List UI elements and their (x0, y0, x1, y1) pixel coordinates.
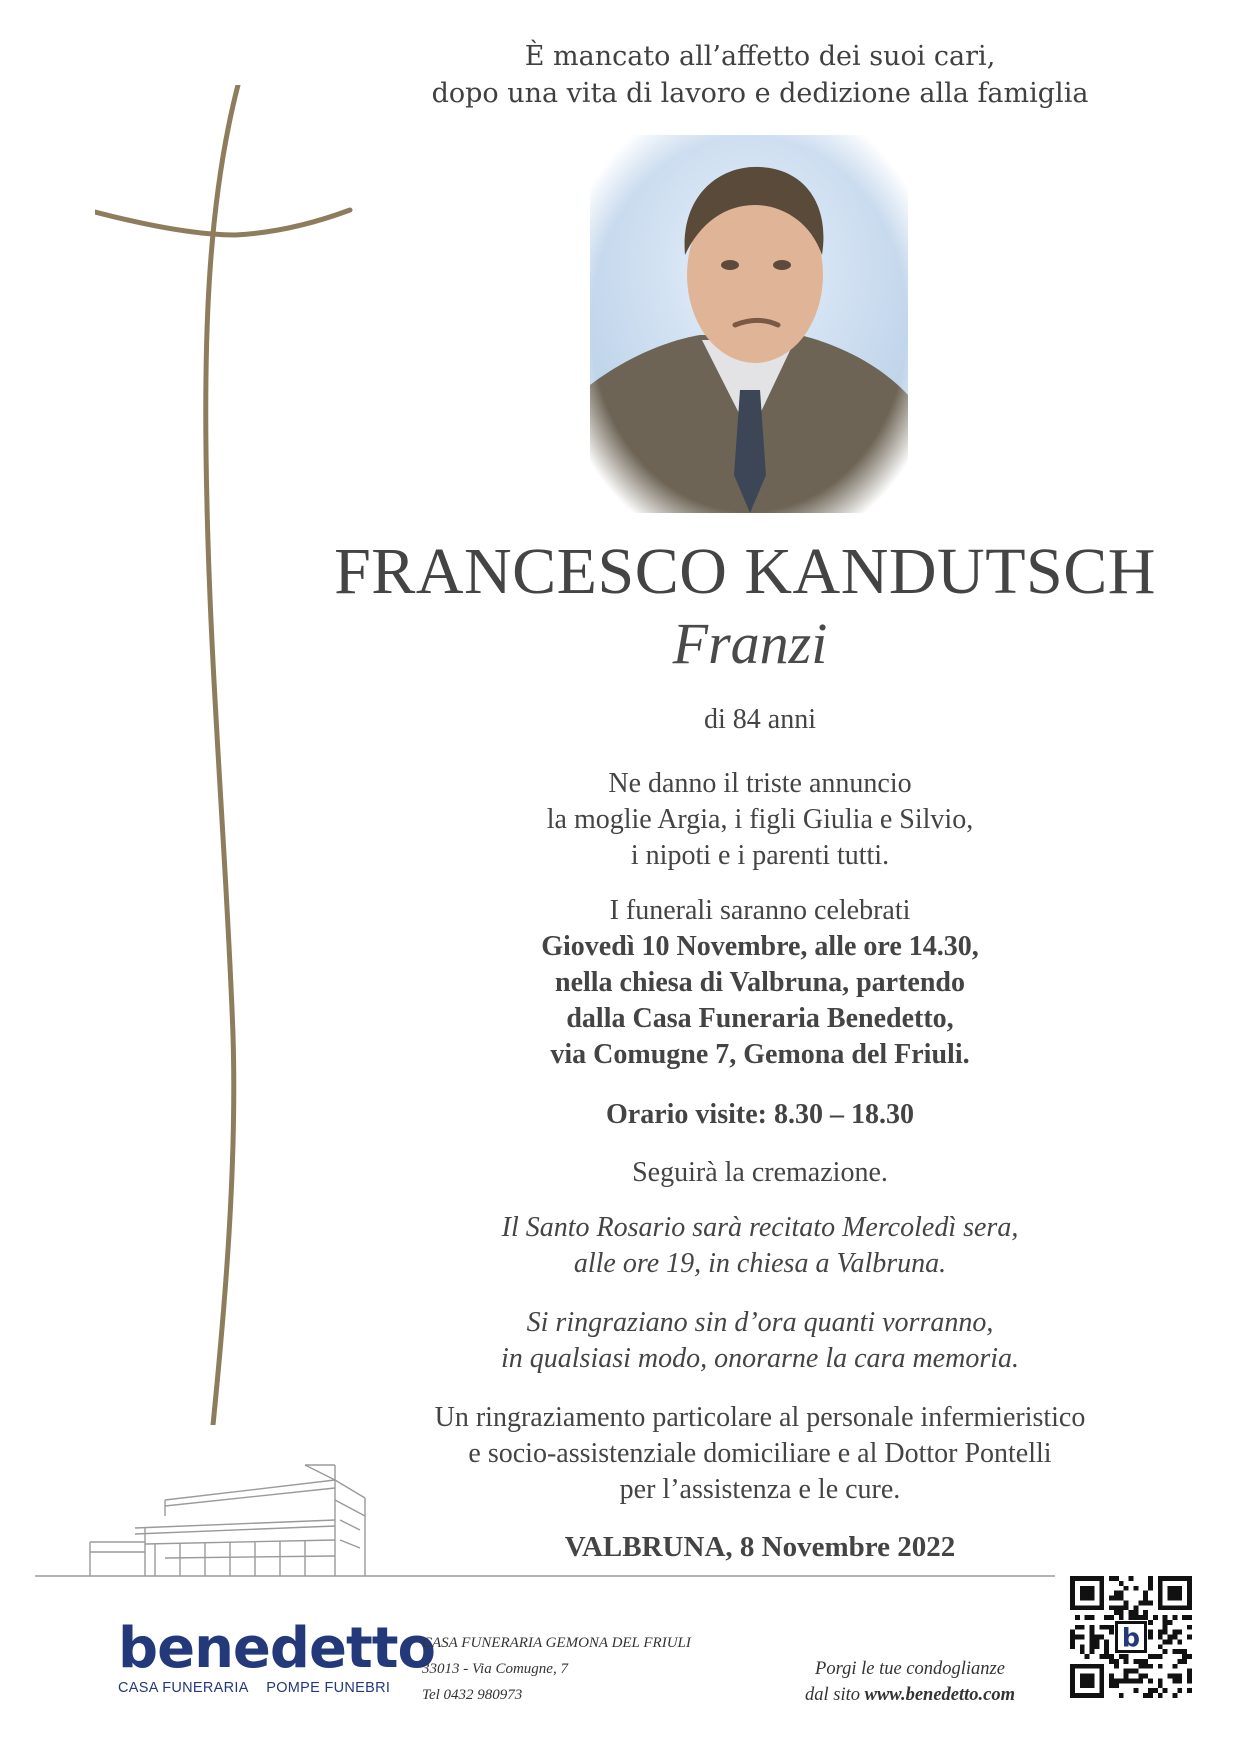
qr-module (1143, 1591, 1148, 1596)
qr-module (1133, 1615, 1138, 1620)
qr-module (1133, 1688, 1138, 1693)
qr-module (1187, 1688, 1192, 1693)
qr-module (1148, 1678, 1153, 1683)
qr-module (1114, 1659, 1119, 1664)
qr-module (1124, 1669, 1129, 1674)
qr-module (1187, 1615, 1192, 1620)
qr-module (1090, 1615, 1095, 1620)
qr-module (1148, 1620, 1153, 1625)
qr-module (1148, 1600, 1153, 1605)
qr-module (1182, 1649, 1187, 1654)
qr-module (1109, 1659, 1114, 1664)
qr-module (1104, 1644, 1109, 1649)
condolences-site-link[interactable]: www.benedetto.com (864, 1685, 1015, 1705)
intro-line: dopo una vita di lavoro e dedizione alla famiglia (431, 78, 1089, 109)
qr-module (1133, 1669, 1138, 1674)
qr-module (1070, 1639, 1075, 1644)
qr-module (1085, 1615, 1090, 1620)
qr-module (1138, 1674, 1143, 1679)
qr-module (1119, 1610, 1124, 1615)
qr-module (1133, 1659, 1138, 1664)
announcement-line: Ne danno il triste annuncio (608, 768, 912, 799)
special-thanks-line: Un ringraziamento particolare al personale infermieristico (434, 1402, 1086, 1433)
address-line: 33013 - Via Comugne, 7 (422, 1661, 568, 1677)
qr-module (1148, 1654, 1153, 1659)
qr-module (1148, 1586, 1153, 1591)
condolences-note (760, 1656, 1060, 1708)
qr-module (1070, 1644, 1075, 1649)
place-and-date: VALBRUNA, 8 Novembre 2022 (564, 1531, 956, 1563)
deceased-nickname: Franzi (672, 611, 828, 676)
rosary-line: alle ore 19, in chiesa a Valbruna. (573, 1248, 947, 1279)
qr-module (1143, 1615, 1148, 1620)
qr-module (1119, 1596, 1124, 1601)
qr-module (1158, 1664, 1163, 1669)
qr-module (1104, 1639, 1109, 1644)
thanks-line: Si ringraziano sin d’ora quanti vorranno, (526, 1307, 994, 1338)
logo-subtitle-right: POMPE FUNEBRI (266, 1680, 391, 1696)
qr-module (1114, 1678, 1119, 1683)
qr-module (1124, 1605, 1129, 1610)
qr-module (1182, 1654, 1187, 1659)
qr-module (1124, 1654, 1129, 1659)
qr-module (1114, 1576, 1119, 1581)
qr-module (1163, 1639, 1168, 1644)
qr-module (1114, 1596, 1119, 1601)
qr-module (1075, 1635, 1080, 1640)
announcement-line: i nipoti e i parenti tutti. (630, 840, 890, 871)
funeral-intro: I funerali saranno celebrati (609, 895, 911, 926)
qr-module (1099, 1654, 1104, 1659)
qr-module (1177, 1674, 1182, 1679)
qr-module (1143, 1610, 1148, 1615)
qr-module (1138, 1659, 1143, 1664)
address-line: CASA FUNERARIA GEMONA DEL FRIULI (422, 1635, 691, 1651)
qr-module (1080, 1635, 1085, 1640)
qr-module (1138, 1678, 1143, 1683)
funeral-detail-line: nella chiesa di Valbruna, partendo (555, 967, 965, 998)
qr-module (1138, 1600, 1143, 1605)
rosary-line: Il Santo Rosario sarà recitato Mercoledì sera, (501, 1212, 1019, 1243)
qr-module (1129, 1610, 1134, 1615)
qr-module (1143, 1664, 1148, 1669)
qr-module (1163, 1649, 1168, 1654)
cremation-note: Seguirà la cremazione. (632, 1157, 888, 1188)
special-thanks-line: per l’assistenza e le cure. (619, 1474, 901, 1505)
qr-module (1148, 1581, 1153, 1586)
qr-module (1090, 1630, 1095, 1635)
qr-module (1114, 1683, 1119, 1688)
qr-module (1085, 1654, 1090, 1659)
qr-module (1148, 1630, 1153, 1635)
qr-module (1133, 1678, 1138, 1683)
qr-module (1109, 1630, 1114, 1635)
qr-module (1172, 1664, 1177, 1669)
qr-module (1109, 1678, 1114, 1683)
qr-module (1099, 1635, 1104, 1640)
qr-module (1168, 1620, 1173, 1625)
qr-module (1090, 1644, 1095, 1649)
qr-module (1090, 1639, 1095, 1644)
qr-module (1129, 1615, 1134, 1620)
qr-module (1129, 1576, 1134, 1581)
qr-module (1104, 1654, 1109, 1659)
condolences-prefix: dal sito (804, 1685, 860, 1705)
qr-module (1172, 1678, 1177, 1683)
address-line: Tel 0432 980973 (422, 1687, 523, 1703)
footer-address (422, 1630, 742, 1708)
qr-module (1148, 1664, 1153, 1669)
qr-module (1109, 1674, 1114, 1679)
qr-module (1158, 1678, 1163, 1683)
qr-module (1148, 1693, 1153, 1698)
logo-subtitle (118, 1680, 391, 1696)
qr-module (1090, 1635, 1095, 1640)
qr-module (1172, 1615, 1177, 1620)
qr-module (1153, 1654, 1158, 1659)
qr-module (1177, 1630, 1182, 1635)
qr-module (1187, 1669, 1192, 1674)
qr-module (1109, 1596, 1114, 1601)
qr-module (1104, 1615, 1109, 1620)
qr-module (1158, 1630, 1163, 1635)
qr-module (1124, 1586, 1129, 1591)
logo-subtitle-left: CASA FUNERARIA (118, 1680, 248, 1696)
qr-module (1109, 1605, 1114, 1610)
qr-module (1168, 1635, 1173, 1640)
qr-module (1172, 1635, 1177, 1640)
qr-module (1138, 1664, 1143, 1669)
visiting-hours: Orario visite: 8.30 – 18.30 (606, 1099, 914, 1130)
qr-module (1163, 1688, 1168, 1693)
qr-module (1133, 1605, 1138, 1610)
thanks-line: in qualsiasi modo, onorarne la cara memoria. (501, 1343, 1019, 1374)
qr-module (1114, 1591, 1119, 1596)
qr-module (1187, 1654, 1192, 1659)
qr-module (1119, 1654, 1124, 1659)
qr-module (1182, 1615, 1187, 1620)
intro-line: È mancato all’affetto dei suoi cari, (524, 41, 996, 72)
qr-module (1114, 1605, 1119, 1610)
qr-module (1109, 1654, 1114, 1659)
qr-module (1124, 1600, 1129, 1605)
qr-module (1143, 1600, 1148, 1605)
qr-module (1172, 1693, 1177, 1698)
qr-module (1163, 1625, 1168, 1630)
funeral-detail-line: dalla Casa Funeraria Benedetto, (566, 1003, 954, 1034)
qr-module (1177, 1649, 1182, 1654)
qr-module (1168, 1674, 1173, 1679)
qr-module (1114, 1610, 1119, 1615)
qr-module (1119, 1591, 1124, 1596)
qr-module (1148, 1688, 1153, 1693)
announcement-text (340, 766, 1180, 874)
qr-module (1119, 1605, 1124, 1610)
qr-module (1075, 1625, 1080, 1630)
qr-module (1158, 1635, 1163, 1640)
qr-module (1187, 1674, 1192, 1679)
logo-wordmark: benedetto (118, 1616, 435, 1681)
condolences-line: Porgi le tue condoglianze (815, 1659, 1005, 1679)
qr-module (1143, 1674, 1148, 1679)
qr-module (1158, 1683, 1163, 1688)
qr-module (1158, 1654, 1163, 1659)
qr-module (1094, 1635, 1099, 1640)
thanks-note (340, 1305, 1180, 1377)
qr-code[interactable] (1070, 1576, 1192, 1698)
qr-module (1182, 1659, 1187, 1664)
qr-module (1070, 1635, 1075, 1640)
qr-module (1094, 1639, 1099, 1644)
qr-module (1124, 1678, 1129, 1683)
funeral-details (340, 929, 1180, 1073)
deceased-name: FRANCESCO KANDUTSCH (334, 535, 1156, 608)
qr-module (1158, 1644, 1163, 1649)
qr-module (1104, 1625, 1109, 1630)
qr-module (1163, 1630, 1168, 1635)
qr-module (1138, 1615, 1143, 1620)
condolences-line (760, 1682, 1060, 1708)
age-text: di 84 anni (704, 704, 816, 735)
qr-module (1075, 1615, 1080, 1620)
qr-module (1129, 1669, 1134, 1674)
qr-module (1109, 1615, 1114, 1620)
qr-module (1187, 1678, 1192, 1683)
qr-module (1104, 1649, 1109, 1654)
special-thanks-line: e socio-assistenziale domiciliare e al Dottor Pontelli (468, 1438, 1052, 1469)
qr-module (1119, 1581, 1124, 1586)
qr-module (1124, 1659, 1129, 1664)
qr-module (1090, 1649, 1095, 1654)
qr-module (1119, 1693, 1124, 1698)
cross-icon (95, 85, 355, 1425)
qr-module (1177, 1659, 1182, 1664)
qr-module (1177, 1688, 1182, 1693)
qr-module (1163, 1620, 1168, 1625)
intro-text (380, 38, 1140, 112)
qr-module (1187, 1635, 1192, 1640)
qr-module (1099, 1625, 1104, 1630)
qr-module (1129, 1678, 1134, 1683)
qr-module (1090, 1625, 1095, 1630)
qr-module (1172, 1649, 1177, 1654)
funeral-detail-line: Giovedì 10 Novembre, alle ore 14.30, (541, 931, 979, 962)
qr-module (1109, 1683, 1114, 1688)
qr-module (1148, 1576, 1153, 1581)
qr-module (1172, 1630, 1177, 1635)
qr-module (1124, 1674, 1129, 1679)
announcement-line: la moglie Argia, i figli Giulia e Silvio, (546, 804, 974, 835)
funeral-detail-line: via Comugne 7, Gemona del Friuli. (550, 1039, 970, 1070)
qr-module (1119, 1615, 1124, 1620)
qr-module (1153, 1688, 1158, 1693)
rosary-note (340, 1210, 1180, 1282)
qr-module (1114, 1664, 1119, 1669)
qr-module (1143, 1596, 1148, 1601)
qr-module (1143, 1659, 1148, 1664)
qr-module (1070, 1630, 1075, 1635)
qr-module (1153, 1615, 1158, 1620)
qr-module (1133, 1610, 1138, 1615)
qr-module (1177, 1678, 1182, 1683)
qr-module (1094, 1644, 1099, 1649)
qr-module (1119, 1678, 1124, 1683)
qr-module (1187, 1625, 1192, 1630)
qr-module (1133, 1586, 1138, 1591)
portrait-photo (590, 135, 908, 513)
qr-module (1158, 1693, 1163, 1698)
qr-module (1172, 1674, 1177, 1679)
qr-module (1163, 1615, 1168, 1620)
qr-center-letter: b (1121, 1622, 1141, 1653)
qr-module (1109, 1625, 1114, 1630)
benedetto-logo (118, 1616, 435, 1696)
qr-module (1080, 1644, 1085, 1649)
qr-module (1143, 1693, 1148, 1698)
qr-module (1109, 1576, 1114, 1581)
qr-module (1080, 1649, 1085, 1654)
qr-module (1148, 1635, 1153, 1640)
qr-module (1177, 1639, 1182, 1644)
qr-module (1168, 1639, 1173, 1644)
qr-module (1080, 1625, 1085, 1630)
